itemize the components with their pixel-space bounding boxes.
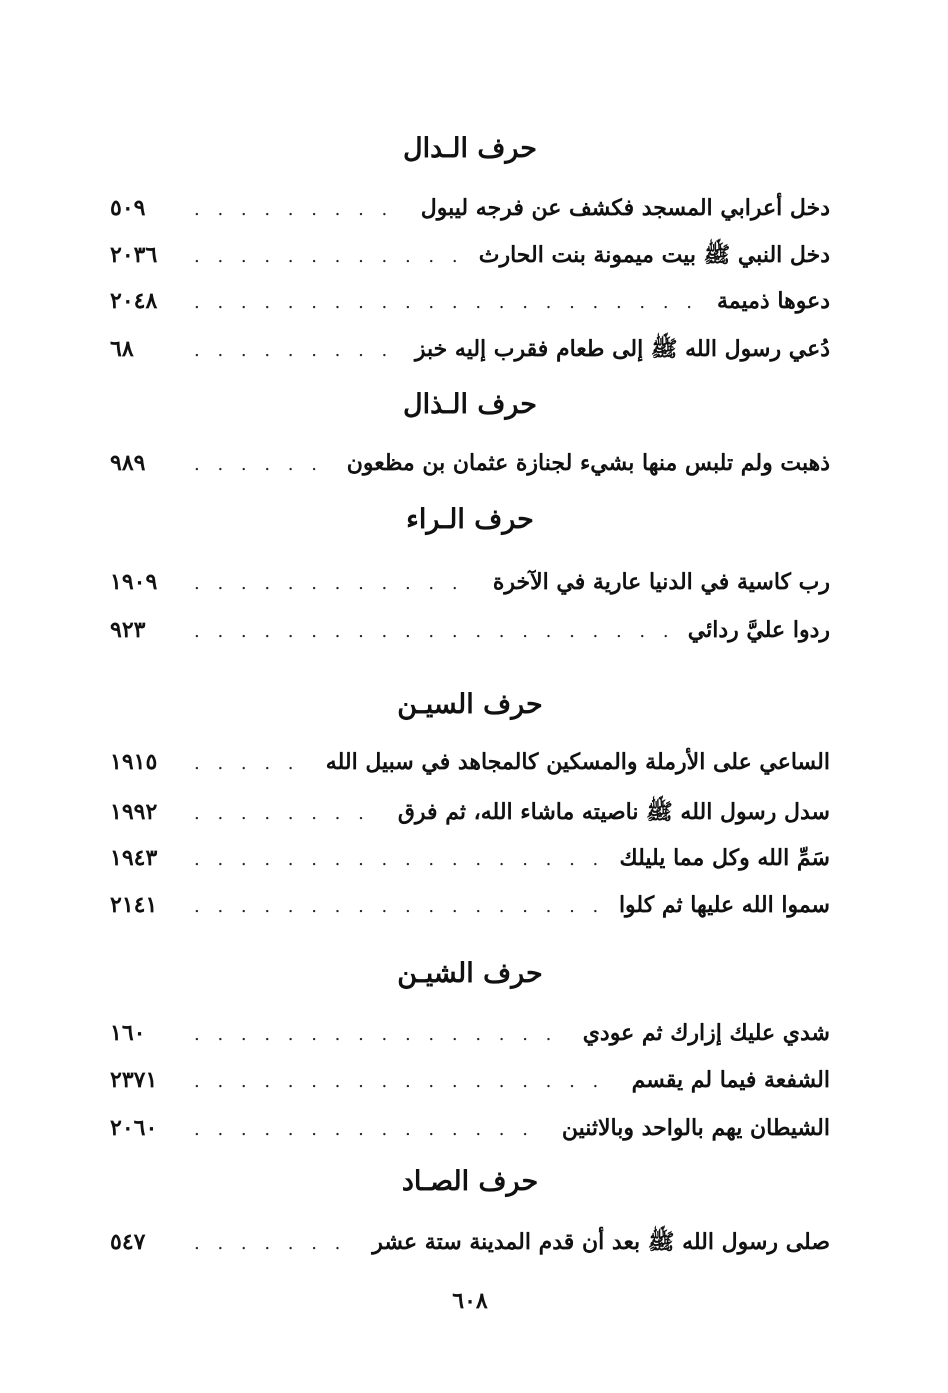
entry-text: الشيطان يهم بالواحد وبالاثنين — [561, 1115, 830, 1141]
dot-leader — [194, 744, 308, 784]
entry-text: صلى رسول الله ﷺ بعد أن قدم المدينة ستة عشر — [372, 1229, 830, 1255]
entry-page-number: ٢٠٤٨ — [110, 288, 158, 314]
index-entry — [110, 562, 830, 602]
dot-leader — [194, 612, 670, 652]
section-heading-dal: حرف الـدال — [403, 133, 537, 164]
dot-leader — [194, 283, 699, 323]
index-entry — [110, 443, 830, 483]
dot-leader — [194, 564, 475, 604]
entry-page-number: ٩٢٣ — [110, 617, 146, 643]
entry-text: ذهبت ولم تلبس منها بشيء لجنازة عثمان بن مظعون — [346, 450, 830, 476]
dot-leader — [194, 794, 380, 834]
section-heading-sad: حرف الصـاد — [401, 1166, 539, 1197]
index-page — [110, 0, 830, 1393]
entry-text: دُعي رسول الله ﷺ إلى طعام فقرب إليه خبز — [414, 336, 830, 362]
entry-page-number: ٢٠٦٠ — [110, 1115, 158, 1141]
section-heading-dhal: حرف الـذال — [403, 389, 537, 420]
section-heading-sin: حرف السيـن — [397, 689, 543, 720]
index-entry — [110, 329, 830, 369]
dot-leader — [194, 887, 601, 927]
entry-text: سَمِّ الله وكل مما يليلك — [619, 845, 830, 871]
dot-leader — [194, 1224, 354, 1264]
dot-leader — [194, 445, 329, 485]
dot-leader — [194, 237, 461, 277]
entry-page-number: ٦٨ — [110, 336, 134, 362]
page-number: ٦٠٨ — [452, 1288, 488, 1314]
entry-page-number: ٥٤٧ — [110, 1229, 146, 1255]
entry-page-number: ٢٣٧١ — [110, 1067, 158, 1093]
dot-leader — [194, 1110, 544, 1150]
index-entry — [110, 885, 830, 925]
index-entry — [110, 1060, 830, 1100]
section-heading-ra: حرف الـراء — [406, 504, 534, 535]
index-entry — [110, 610, 830, 650]
entry-text: سدل رسول الله ﷺ ناصيته ماشاء الله، ثم فرق — [397, 799, 830, 825]
entry-text: ردوا عليَّ ردائي — [687, 617, 830, 643]
entry-text: رب كاسية في الدنيا عارية في الآخرة — [492, 569, 830, 595]
index-entry — [110, 1222, 830, 1262]
dot-leader — [194, 1015, 565, 1055]
index-entry — [110, 742, 830, 782]
entry-text: الشفعة فيما لم يقسم — [631, 1067, 830, 1093]
index-entry — [110, 792, 830, 832]
dot-leader — [194, 840, 602, 880]
entry-page-number: ٥٠٩ — [110, 195, 146, 221]
entry-text: دخل أعرابي المسجد فكشف عن فرجه ليبول — [420, 195, 830, 221]
index-entry — [110, 281, 830, 321]
entry-page-number: ٩٨٩ — [110, 450, 146, 476]
index-entry — [110, 1013, 830, 1053]
entry-page-number: ١٩١٥ — [110, 749, 158, 775]
entry-text: دعوها ذميمة — [717, 288, 830, 314]
entry-text: الساعي على الأرملة والمسكين كالمجاهد في سبيل الله — [325, 749, 830, 775]
index-entry — [110, 838, 830, 878]
dot-leader — [194, 1062, 614, 1102]
entry-page-number: ١٩٤٣ — [110, 845, 158, 871]
index-entry — [110, 1108, 830, 1148]
dot-leader — [194, 331, 397, 371]
dot-leader — [194, 190, 403, 230]
index-entry — [110, 188, 830, 228]
index-entry — [110, 235, 830, 275]
entry-text: دخل النبي ﷺ بيت ميمونة بنت الحارث — [478, 242, 830, 268]
section-heading-shin: حرف الشيـن — [397, 958, 543, 989]
entry-page-number: ١٦٠ — [110, 1020, 146, 1046]
entry-page-number: ١٩٠٩ — [110, 569, 158, 595]
entry-text: سموا الله عليها ثم كلوا — [618, 892, 830, 918]
entry-page-number: ١٩٩٢ — [110, 799, 158, 825]
entry-text: شدي عليك إزارك ثم عودي — [582, 1020, 830, 1046]
entry-page-number: ٢٠٣٦ — [110, 242, 158, 268]
entry-page-number: ٢١٤١ — [110, 892, 158, 918]
